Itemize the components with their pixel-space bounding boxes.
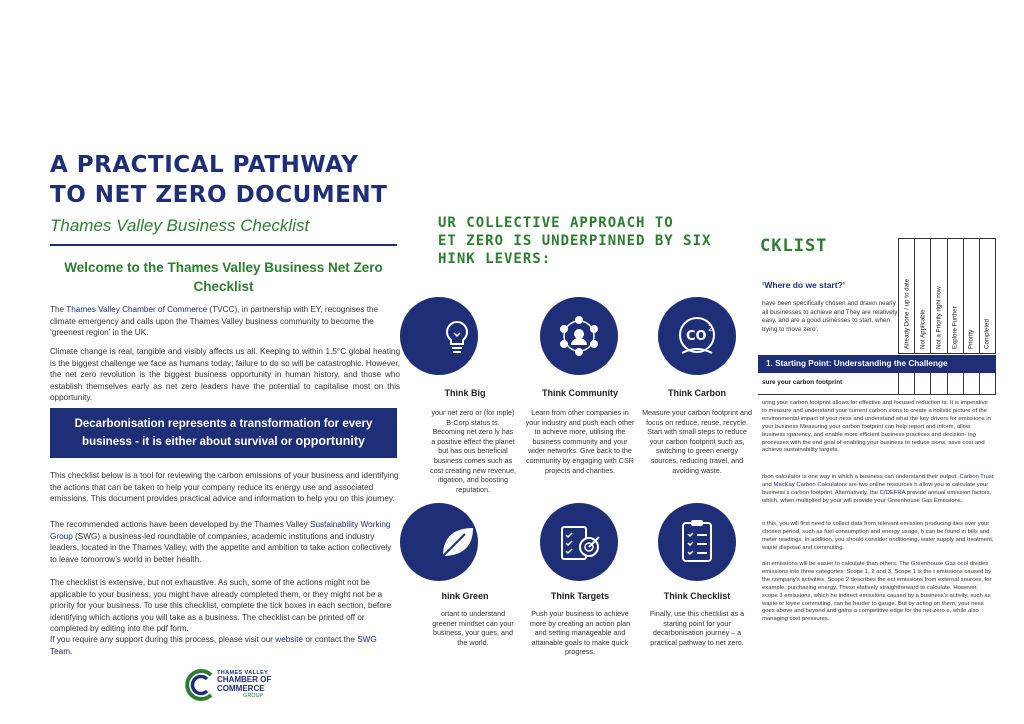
column-header-label: Not a Priority right now [935,286,943,349]
text: . [70,646,73,656]
swg-link[interactable]: Sustainability Working Group [50,520,391,541]
data-collection-paragraph: o this, you will first need to collect data from relevant emission producing ities over your chosen period, such as fuel consumption and energy usage, h can be found in bills and meter readings. In addition, you should consider onditioning, water supply and treatment, waste disposal and commuting. [762,521,994,551]
footprint-paragraph: uring your carbon footprint allows for effective and focused reduction ts. It is imperative to measure and understand your current carbon sions to create a holistic picture of the environmental impact of your ness and understand what the key drivers for emissions in your business Measuring your carbon footprint can help report and inform, allow business sparency, and enable more efficient business practices and decision- ing processes with the end goal of enabling your business to reduce sions, save cost and achieve sustainability targets. [762,400,991,454]
logo-line: GROUP [243,693,264,699]
column-header [899,239,915,353]
checklist-row [758,373,996,395]
checklist-row-tickboxes [898,373,996,395]
banner-emphasis: opportunity [295,434,365,448]
tick-box[interactable] [980,373,995,395]
lever-think-green-desc: ortant to understand greener mindset can your business, your gues, and the world. [432,609,514,647]
scopes-paragraph [762,561,994,624]
column-header-label: Explore Further [951,306,959,349]
levers-title-line: HINK LEVERS: [438,251,552,267]
banner-text: Decarbonisation represents a transformation for every business - it is either about survival or [74,418,373,448]
lightbulb-icon [400,297,478,375]
tick-box[interactable] [948,373,964,395]
text: The [50,305,67,314]
lever-think-checklist-name: Think Checklist [663,591,731,601]
column-header-label: Priority [967,329,975,349]
lever-think-targets-desc: Push your business to achieve more by creating an action plan and setting manageable and attainable goals to make quick progress. [529,609,631,657]
welcome-page [30,0,410,724]
checklist-intro: have been specifically chosen and drawn nearly all businesses to achieve and They are relatively easy, and are a good usinesses to start, when trying to move zero'. [762,300,898,333]
chamber-logo [185,668,295,706]
swg-team-link[interactable]: SWG Team [50,635,377,656]
tick-box[interactable] [931,373,947,395]
checklist-paragraph: This checklist below is a tool for reviewing the carbon emissions of your business and identifying the actions that can be taken to help your company reduce its energy use and associated emissions. This document provides practical advice and information to help you on this journey. [50,471,399,504]
target-icon [540,503,618,581]
levers-page [430,0,752,724]
chamber-logo-icon [185,668,217,702]
column-header [931,239,947,353]
climate-paragraph: Climate change is real, tangible and visibly affects us all. Keeping to within 1.5°C global heating is the biggest challenge we face as humans today; failure to do so will be catastrophic. However, the net zero revolution is the biggest business opportunity in human history, and those who establish themselves early as net zero leaders have the potential to capitalise most on this opportunity. [50,347,400,403]
text: (SWG) a business-led roundtable of companies, academic institutions and industry leaders, located in the Thames Valley, with the appetite and ambition to take action collectively to leave tomorrow’s world in better health. [50,531,392,564]
lever-think-targets-name: Think Targets [550,591,610,601]
text: rbon calculator is one way in which a business can understand their output. [762,474,960,480]
column-header [948,239,964,353]
website-link[interactable]: website [275,635,304,644]
text: provide annual emission factors, which, when multiplied by your will provide your Greenhouse Gas Emissions. [762,489,992,504]
checklist-question: ‘Where do we start?’ [762,280,846,290]
text: (TVCC), in partnership with EY, recognises the climate emergency and calls upon the Thames Valley business community to become the ‘greenest region’ in the UK. [50,305,379,338]
column-header-label: Completed [983,319,991,349]
checklist-column-headers [898,238,996,354]
carbon-trust-link[interactable]: Carbon Trust [959,474,994,480]
defra-link[interactable]: C/DEFRA [879,489,906,496]
column-header-label: Already Done / up to date [903,278,911,349]
column-header [964,239,980,353]
text: If you require any support during this process, please visit our [50,635,276,644]
logo-wordmark [217,670,271,699]
co2-icon [658,297,736,375]
tick-box[interactable] [964,373,980,395]
community-icon [540,297,618,375]
decarbonisation-banner [50,408,397,458]
intro-paragraph [50,304,400,339]
document-title: A PRACTICAL PATHWAY TO NET ZERO DOCUMENT [50,152,388,208]
text: The recommended actions have been developed by the Thames Valley [50,520,311,529]
levers-title-line: ET ZERO IS UNDERPINNED BY SIX [438,233,712,249]
checklist-page [758,0,998,724]
checklist-title: CKLIST [760,236,828,256]
levers-title [438,214,738,268]
column-header [915,239,931,353]
support-paragraph [50,634,400,657]
welcome-heading: Welcome to the Thames Valley Business Net Zero Checklist [64,260,383,294]
logo-line: CHAMBER OF [217,675,272,684]
lever-think-big-desc: your net zero or (for mple) B-Corp status ts. Becoming net zero ly has a positive effect the planet but has ous beneficial business comes such as cost creating new revenue, itigation, and boosting reputation. [430,408,516,494]
tick-box[interactable] [899,373,915,395]
column-header-label: Not Applicable [919,309,927,349]
text: ain emissions will be easier to calculate than others. The [762,561,911,567]
title-divider [50,244,397,246]
logo-line: COMMERCE [217,683,265,693]
checklist-row-label: sure your carbon footprint [762,379,843,386]
calculator-paragraph [762,474,994,506]
lever-think-green-name: hink Green [441,591,489,601]
lever-think-checklist-desc: Finally, use this checklist as a starting point for your decarbonisation journey – a practical pathway to net zero. [649,609,745,647]
logo-line: THAMES VALLEY [217,670,269,676]
lever-think-carbon-desc: Measure your carbon footprint and focus on reduce, reuse, recycle. Start with small steps to reduce your carbon footprint such as, switching to green energy sources, reducing travel, and avoiding waste. [642,408,752,475]
usage-paragraph: The checklist is extensive, but not exhaustive. As such, some of the actions might not be applicable to your business, you might have already completed them, or they might not be a priority for your business. To use this checklist, complete the tick boxes in each section, before identifying which actions you will take as a business. The checklist can be printed off or completed by editing into the pdf form. [50,578,392,634]
text: divides emissions into three categories: Scope 1, 2 and 3. Scope 1 is the t emissions caused by the company’s activities. Scope 2 describes the ect emissions from external sources, for example, purchasing energy. These elatively straightforward to calculate. However, scope 3 emissions, which he indirect emissions caused by a business’s activity, such as waste or loyee commuting, can be harder to gauge. But by acting on them, your ness goes above and beyond and gains a competitive edge for the net-zero e, while also managing cost pressures. [762,561,992,623]
mackay-link[interactable]: MacKay Carbon Calculators [773,481,847,488]
levers-title-line: UR COLLECTIVE APPROACH TO [438,215,674,231]
lever-think-community-name: Think Community [542,388,618,398]
checklist-icon [658,503,736,581]
tick-box[interactable] [915,373,931,395]
document-subtitle: Thames Valley Business Checklist [50,216,310,235]
tvcc-link[interactable]: Thames Valley Chamber of Commerce [66,305,208,314]
column-header [980,239,995,353]
leaf-icon [400,503,478,581]
text: or contact the [303,635,358,644]
co2-icon-sub: 2 [708,324,714,333]
section-header: 1. Starting Point: Understanding the Challenge [758,355,996,373]
lever-think-carbon-name: Think Carbon [668,388,726,398]
text: are two online resources h allow you to calculate your business’s carbon footprint. Alternatively, the [762,481,989,496]
swg-paragraph [50,519,400,565]
lever-think-big-name: Think Big [444,388,486,398]
text: and [762,481,774,488]
co2-icon-text: CO [686,329,707,344]
ghg-protocol-link[interactable]: Greenhouse Gas ocol [910,561,969,567]
lever-think-community-desc: Learn from other companies in your industry and push each other to achieve more, utilising the business community and your wider networks. Give back to the community by engaging with CSR projects and charities. [525,408,635,475]
